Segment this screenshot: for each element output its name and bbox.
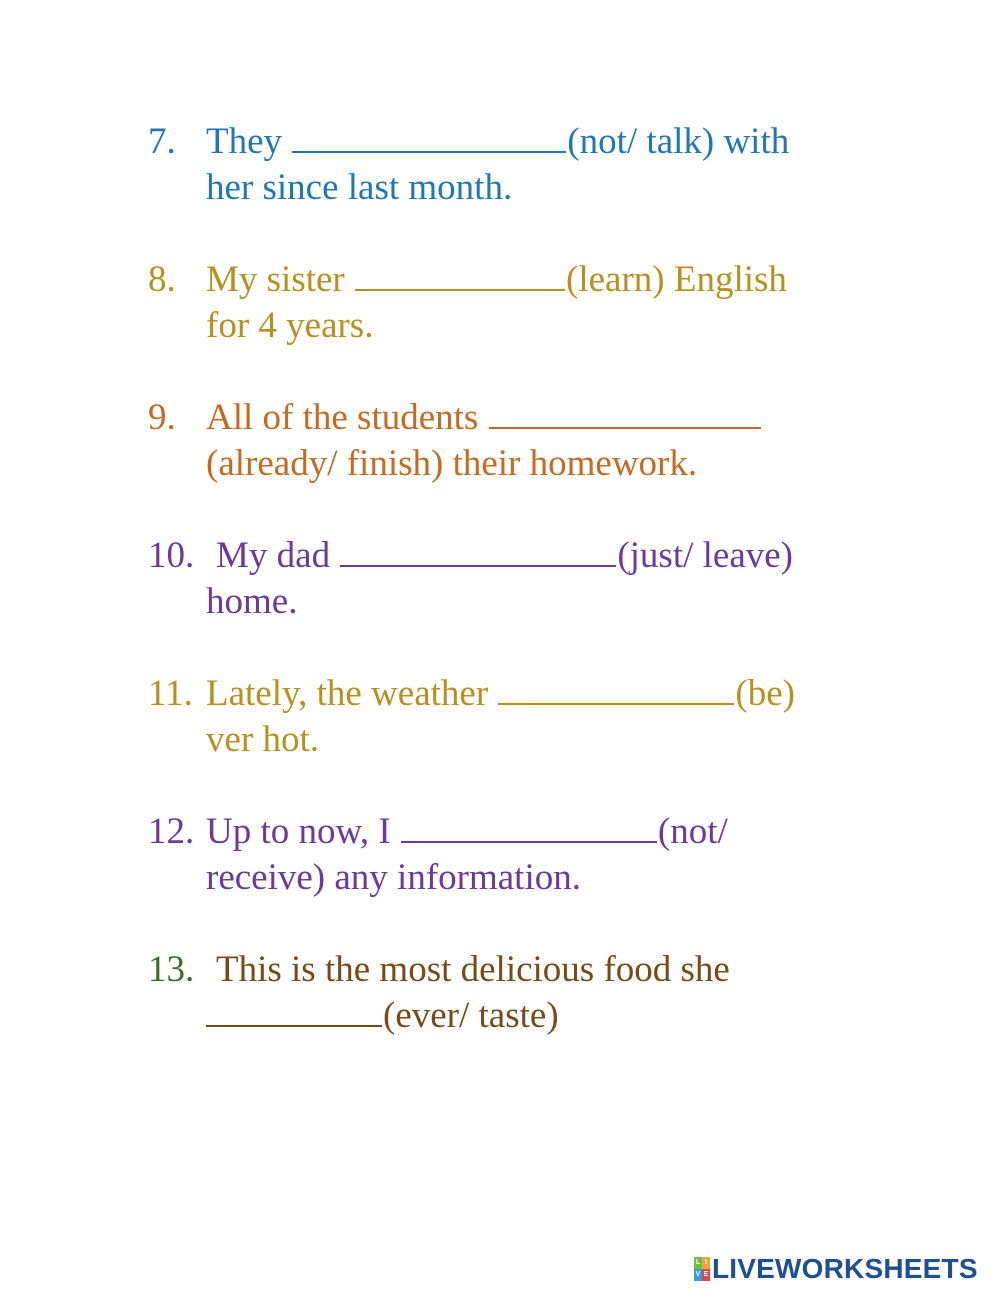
item-number: 11. — [148, 673, 193, 714]
item-line-1 — [148, 257, 908, 303]
item-number: 13. — [148, 949, 195, 990]
exercise-item-13 — [148, 947, 908, 1039]
item-number: 7. — [148, 121, 176, 162]
item-line-1 — [148, 947, 908, 993]
item-text-pre: All of the students — [206, 397, 488, 438]
liveworksheets-logo — [694, 1254, 978, 1284]
logo-letter-i: I — [702, 1257, 710, 1269]
answer-blank[interactable] — [489, 397, 761, 429]
item-line-2: (already/ finish) their homework. — [206, 443, 698, 484]
answer-blank[interactable] — [498, 673, 734, 705]
exercise-item-11 — [148, 671, 908, 763]
item-line-2-text: (ever/ taste) — [383, 995, 559, 1036]
item-line-2: receive) any information. — [206, 857, 581, 898]
item-text-pre: Lately, the weather — [206, 673, 498, 714]
item-line-1 — [148, 809, 908, 855]
exercise-item-8 — [148, 257, 908, 349]
answer-blank[interactable] — [355, 259, 565, 291]
item-text-post: (be) — [735, 673, 795, 714]
exercise-item-9 — [148, 395, 908, 487]
answer-blank[interactable] — [292, 121, 566, 153]
item-text-pre: My dad — [216, 535, 340, 576]
answer-blank[interactable] — [340, 535, 616, 567]
logo-letter-l: L — [694, 1257, 702, 1269]
item-number: 10. — [148, 535, 195, 576]
answer-blank[interactable] — [401, 811, 657, 843]
item-number: 12. — [148, 811, 195, 852]
answer-blank[interactable] — [206, 995, 382, 1027]
logo-text: LIVEWORKSHEETS — [712, 1253, 978, 1284]
item-text-pre: This is the most delicious food she — [216, 949, 730, 990]
item-line-2: her since last month. — [206, 167, 513, 208]
item-number: 9. — [148, 397, 176, 438]
item-text-pre: Up to now, I — [206, 811, 400, 852]
exercise-item-12 — [148, 809, 908, 901]
item-line-2: for 4 years. — [206, 305, 374, 346]
item-text-post: (just/ leave) — [617, 535, 794, 576]
exercise-item-7 — [148, 119, 908, 211]
item-line-2 — [148, 993, 908, 1039]
item-number: 8. — [148, 259, 176, 300]
item-line-2: ver hot. — [206, 719, 320, 760]
item-text-post: (not/ talk) with — [567, 121, 790, 162]
item-line-2: home. — [206, 581, 298, 622]
item-text-pre: My sister — [206, 259, 354, 300]
logo-letter-v: V — [694, 1269, 702, 1281]
item-text-post: (not/ — [657, 811, 728, 852]
item-line-1 — [148, 533, 908, 579]
logo-mark-icon — [694, 1257, 710, 1281]
item-line-1 — [148, 119, 908, 165]
item-line-1 — [148, 395, 908, 441]
item-line-1 — [148, 671, 908, 717]
item-text-post: (learn) English — [566, 259, 787, 300]
exercise-item-10 — [148, 533, 908, 625]
item-text-pre: They — [206, 121, 292, 162]
logo-letter-e: E — [702, 1269, 710, 1281]
